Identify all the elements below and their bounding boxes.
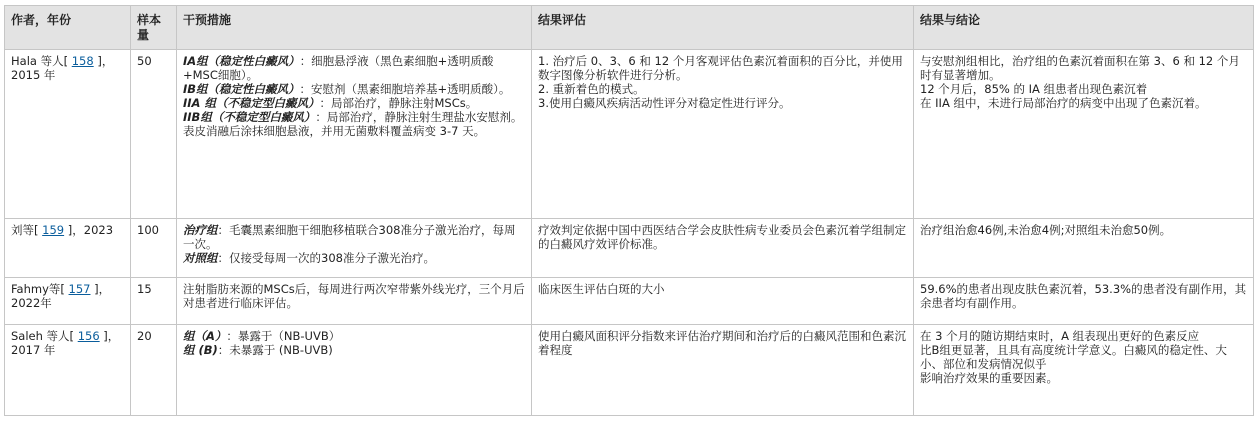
table-row [5, 325, 1254, 416]
result-cell: 在 3 个月的随访期结束时，A 组表现出更好的色素反应 比B组更显著，且具有高度统计学意义。白癜风的稳定性、大小、部位和发病情况似乎 影响治疗效果的重要因素。 [914, 325, 1254, 416]
intervention-line: IIB组（不稳定型白癜风）：局部治疗，静脉注射生理盐水安慰剂。 [183, 110, 523, 124]
intervention-line: 治疗组：毛囊黑素细胞干细胞移植联合308准分子激光治疗，每周一次。 [183, 223, 516, 251]
assessment-cell: 使用白癜风面积评分指数来评估治疗期间和治疗后的白癜风范围和色素沉着程度 [532, 325, 914, 416]
studies-table [4, 5, 1254, 416]
assessment-cell: 临床医生评估白斑的大小 [532, 278, 914, 325]
group-label: 组 (B) [183, 343, 218, 357]
table-row [5, 219, 1254, 278]
result-cell: 治疗组治愈46例,未治愈4例;对照组未治愈50例。 [914, 219, 1254, 278]
group-label: 组（A） [183, 329, 227, 343]
intervention-cell [177, 50, 532, 219]
intervention-line: 表皮消融后涂抹细胞悬液，并用无菌敷料覆盖病变 3-7 天。 [183, 124, 486, 138]
intervention-line: IB组（稳定性白癜风）：安慰剂（黑素细胞培养基+透明质酸）。 [183, 82, 511, 96]
reference-link[interactable]: 156 [77, 329, 100, 343]
table-row [5, 50, 1254, 219]
assessment-cell: 1. 治疗后 0、3、6 和 12 个月客观评估色素沉着面积的百分比，并使用数字图像分析软件进行分析。 2. 重新着色的模式。 3.使用白癜风疾病活动性评分对稳定性进行评分。 [532, 50, 914, 219]
sample-size-cell: 50 [131, 50, 177, 219]
intervention-line: IIA 组（不稳定型白癜风）：局部治疗，静脉注射MSCs。 [183, 96, 478, 110]
intervention-line: 组 (B)：未暴露于 (NB-UVB) [183, 343, 333, 357]
group-label: IA组（稳定性白癜风） [183, 54, 300, 68]
intervention-cell: 注射脂肪来源的MSCs后，每周进行两次窄带紫外线光疗，三个月后对患者进行临床评估。 [177, 278, 532, 325]
group-label: 治疗组 [183, 223, 218, 237]
author-cell: Hala 等人[ 158 ]，2015 年 [5, 50, 131, 219]
reference-link[interactable]: 159 [42, 223, 65, 237]
header-sample-size: 样本量 [131, 6, 177, 50]
group-label: IIA 组（不稳定型白癜风） [183, 96, 320, 110]
intervention-line: 组（A）：暴露于（NB-UVB） [183, 329, 341, 343]
intervention-cell [177, 219, 532, 278]
group-label: IIB组（不稳定型白癜风） [183, 110, 316, 124]
group-label: 对照组 [183, 251, 218, 265]
author-cell: Fahmy等[ 157 ]，2022年 [5, 278, 131, 325]
group-label: IB组（稳定性白癜风） [183, 82, 300, 96]
intervention-line: 对照组：仅接受每周一次的308准分子激光治疗。 [183, 251, 435, 265]
sample-size-cell: 20 [131, 325, 177, 416]
header-assessment: 结果评估 [532, 6, 914, 50]
assessment-cell: 疗效判定依据中国中西医结合学会皮肤性病专业委员会色素沉着学组制定的白癜风疗效评价标准。 [532, 219, 914, 278]
author-cell: 刘等[ 159 ]，2023 [5, 219, 131, 278]
table-row [5, 278, 1254, 325]
reference-link[interactable]: 158 [71, 54, 94, 68]
header-results: 结果与结论 [914, 6, 1254, 50]
reference-link[interactable]: 157 [68, 282, 91, 296]
intervention-cell [177, 325, 532, 416]
header-row [5, 6, 1254, 50]
author-cell: Saleh 等人[ 156 ]，2017 年 [5, 325, 131, 416]
sample-size-cell: 15 [131, 278, 177, 325]
header-intervention: 干预措施 [177, 6, 532, 50]
sample-size-cell: 100 [131, 219, 177, 278]
result-cell: 与安慰剂组相比，治疗组的色素沉着面积在第 3、6 和 12 个月时有显著增加。 12 个月后，85% 的 IA 组患者出现色素沉着 在 IIA 组中，未进行局部治疗的病变中出现了色素沉着。 [914, 50, 1254, 219]
result-cell: 59.6%的患者出现皮肤色素沉着，53.3%的患者没有副作用，其余患者均有副作用。 [914, 278, 1254, 325]
header-author-year: 作者，年份 [5, 6, 131, 50]
intervention-line: IA组（稳定性白癜风）：细胞悬浮液（黑色素细胞+透明质酸+MSC细胞）。 [183, 54, 494, 82]
